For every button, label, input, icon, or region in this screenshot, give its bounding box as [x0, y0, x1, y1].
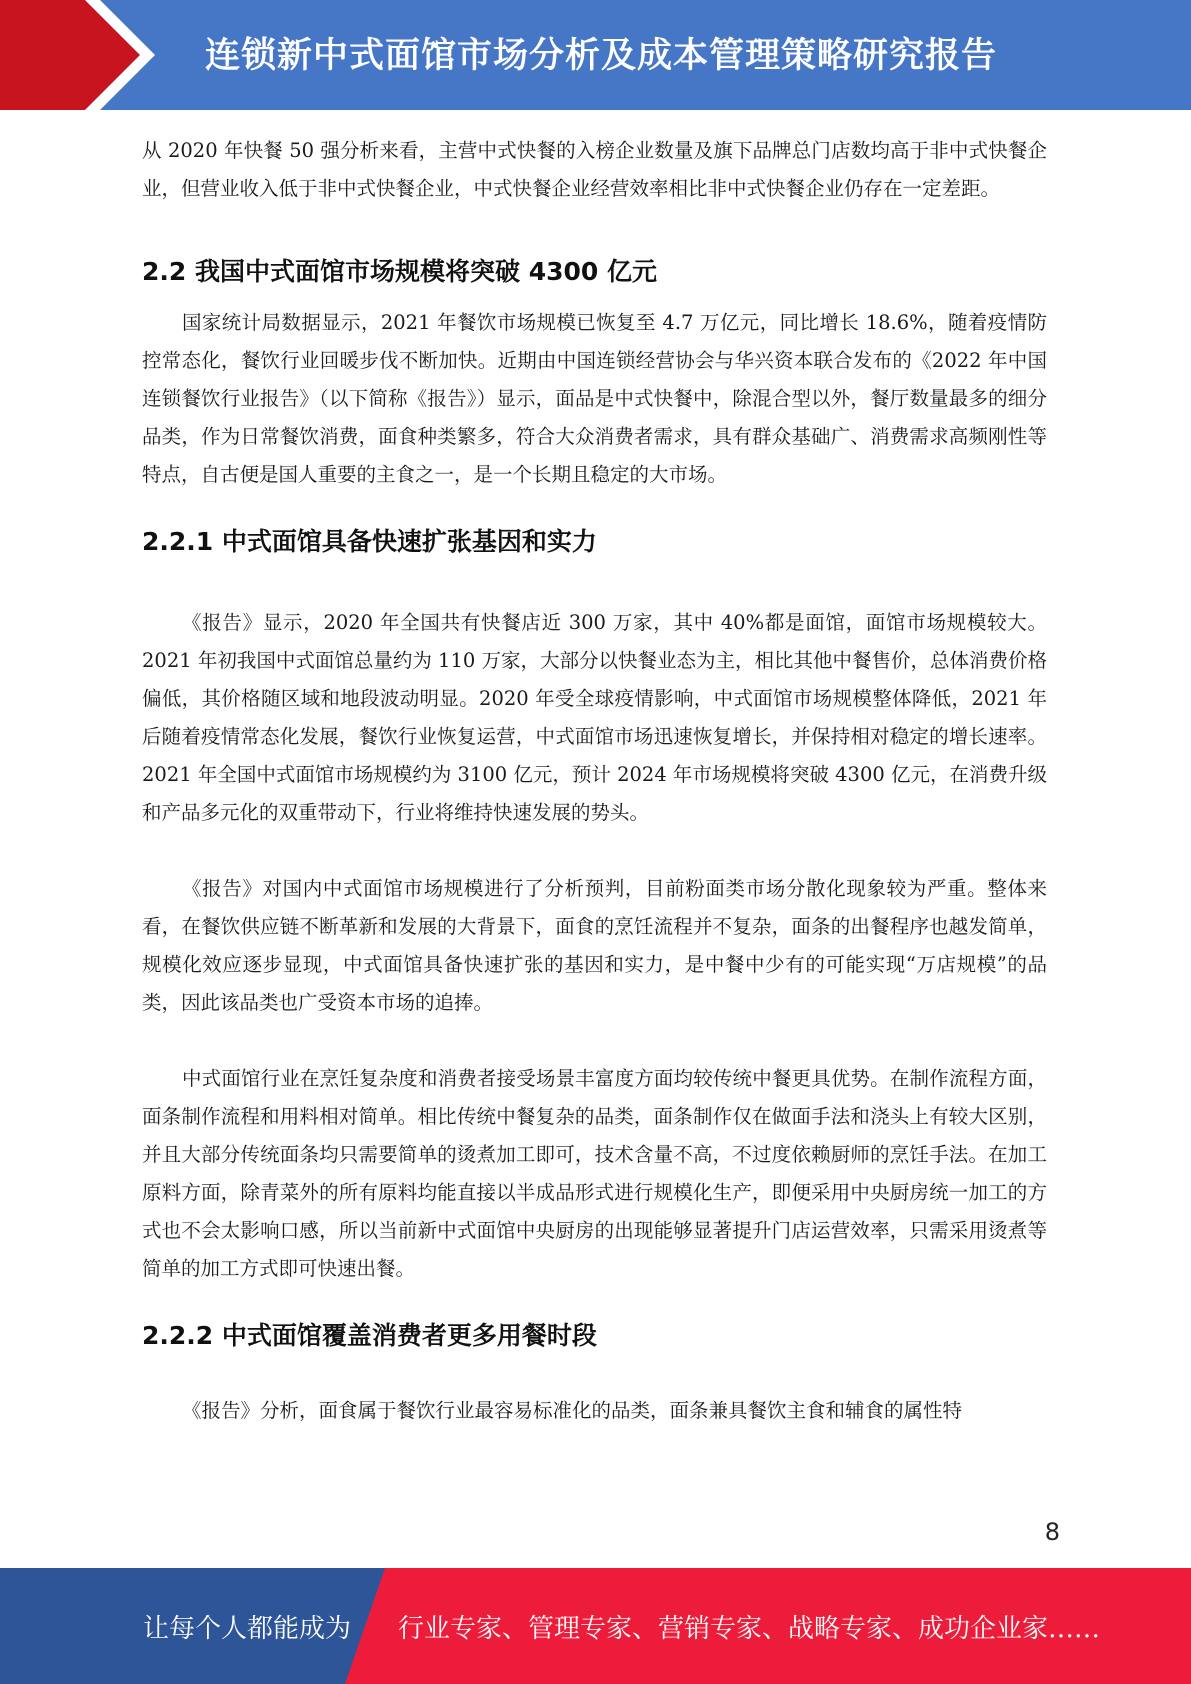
- page-content: [142, 132, 1047, 1430]
- section-2-2-1-paragraph-1: 《报告》显示，2020 年全国共有快餐店近 300 万家，其中 40%都是面馆，面馆市场规模较大。2021 年初我国中式面馆总量约为 110 万家，大部分以快餐业态为主，相比其他中餐售价，总体消费价格偏低，其价格随区域和地段波动明显。2020 年受全球疫情影响，中式面馆市场规模整体降低，2021 年后随着疫情常态化发展，餐饮行业恢复运营，中式面馆市场迅速恢复增长，并保持相对稳定的增长速率。2021 年全国中式面馆市场规模约为 3100 亿元，预计 2024 年市场规模将突破 4300 亿元，在消费升级和产品多元化的双重带动下，行业将维持快速发展的势头。: [142, 611, 1047, 824]
- footer-banner: [0, 1568, 1191, 1684]
- section-2-2-paragraph: 国家统计局数据显示，2021 年餐饮市场规模已恢复至 4.7 万亿元，同比增长 18.6%，随着疫情防控常态化，餐饮行业回暖步伐不断加快。近期由中国连锁经营协会与华兴资本联合发布的《2022 年中国连锁餐饮行业报告》（以下简称《报告》）显示，面品是中式快餐中，除混合型以外，餐厅数量最多的细分品类，作为日常餐饮消费，面食种类繁多，符合大众消费者需求，具有群众基础广、消费需求高频刚性等特点，自古便是国人重要的主食之一，是一个长期且稳定的大市场。: [142, 311, 1047, 486]
- section-2-2-1-paragraph-3: 中式面馆行业在烹饪复杂度和消费者接受场景丰富度方面均较传统中餐更具优势。在制作流程方面，面条制作流程和用料相对简单。相比传统中餐复杂的品类，面条制作仅在做面手法和浇头上有较大区别，并且大部分传统面条均只需要简单的烫煮加工即可，技术含量不高，不过度依赖厨师的烹饪手法。在加工原料方面，除青菜外的所有原料均能直接以半成品形式进行规模化生产，即便采用中央厨房统一加工的方式也不会太影响口感，所以当前新中式面馆中央厨房的出现能够显著提升门店运营效率，只需采用烫煮等简单的加工方式即可快速出餐。: [142, 1067, 1047, 1280]
- section-2-2-1-paragraph-2: 《报告》对国内中式面馆市场规模进行了分析预判，目前粉面类市场分散化现象较为严重。整体来看，在餐饮供应链不断革新和发展的大背景下，面食的烹饪流程并不复杂，面条的出餐程序也越发简单，规模化效应逐步显现，中式面馆具备快速扩张的基因和实力，是中餐中少有的可能实现“万店规模”的品类，因此该品类也广受资本市场的追捧。: [142, 877, 1047, 1014]
- section-heading-2-2-2: 2.2.2 中式面馆覆盖消费者更多用餐时段: [142, 1321, 597, 1350]
- header-banner: [0, 0, 1191, 110]
- page-number: 8: [1044, 1518, 1060, 1546]
- section-heading-2-2-1: 2.2.1 中式面馆具备快速扩张基因和实力: [142, 527, 597, 556]
- section-2-2-2-paragraph: 《报告》分析，面食属于餐饮行业最容易标准化的品类，面条兼具餐饮主食和辅食的属性特: [182, 1399, 963, 1422]
- footer-slogan-left: 让每个人都能成为: [143, 1614, 352, 1644]
- document-title: 连锁新中式面馆市场分析及成本管理策略研究报告: [205, 36, 998, 76]
- intro-paragraph: 从 2020 年快餐 50 强分析来看，主营中式快餐的入榜企业数量及旗下品牌总门店数均高于非中式快餐企业，但营业收入低于非中式快餐企业，中式快餐企业经营效率相比非中式快餐企业仍存在一定差距。: [142, 139, 1047, 200]
- section-heading-2-2: 2.2 我国中式面馆市场规模将突破 4300 亿元: [142, 257, 657, 286]
- footer-slogan-right: 行业专家、管理专家、营销专家、战略专家、成功企业家……: [398, 1614, 1101, 1644]
